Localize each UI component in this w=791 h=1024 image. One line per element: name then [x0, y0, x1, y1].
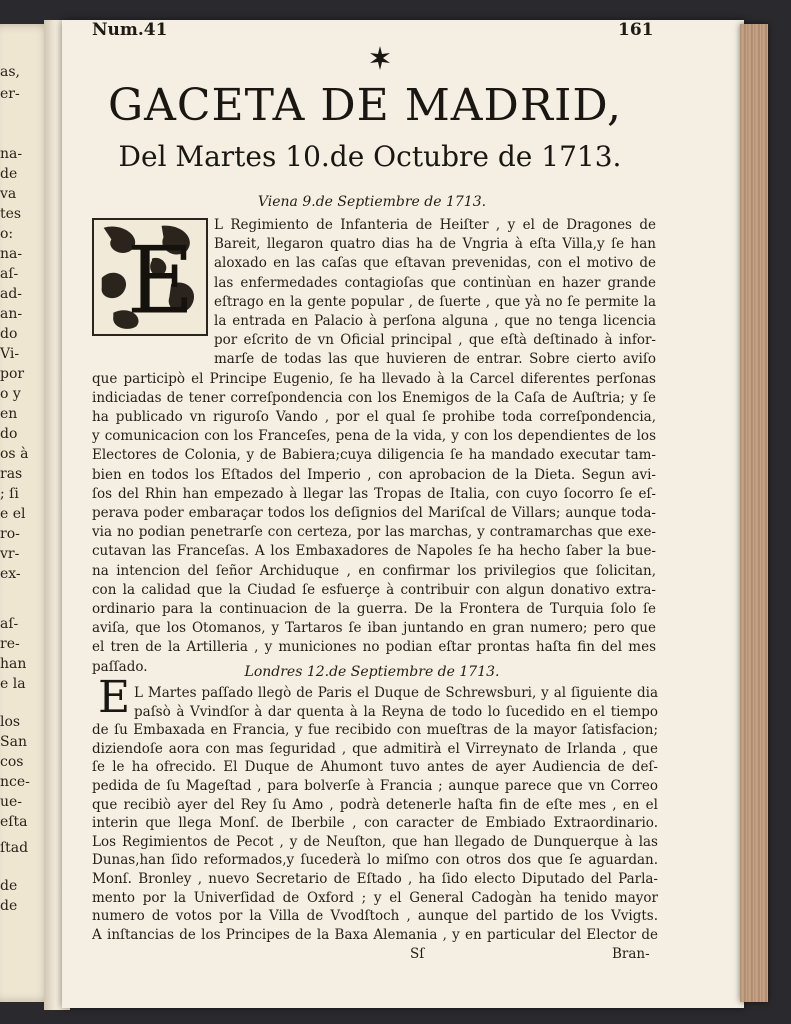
article-line: bien en todos los Eſtados del Imperio , con aprobacion de la Dieta. Segun avi- — [92, 466, 656, 483]
ornamental-initial-e — [92, 218, 208, 336]
left-page-text-fragment: en — [0, 406, 18, 422]
article-line: que recibiò ayer del Rey ſu Amo , podrà detenerle haſta fin de eſte mes , en el — [92, 796, 658, 813]
left-page-text-fragment: por — [0, 366, 25, 382]
left-page-text-fragment: San — [0, 734, 27, 750]
initial-e-letter: E — [126, 226, 195, 335]
left-page-text-fragment: de — [0, 898, 18, 914]
article-line: Electores de Colonia, y de Babiera;cuya diligencia ſe ha mandado executar tam- — [92, 447, 656, 464]
article-line: ſe le ha ofrecido. El Duque de Ahumont tuvo antes de ayer Audiencia de deſ- — [92, 759, 658, 776]
left-page-text-fragment: va — [0, 186, 17, 202]
left-page-text-fragment: Vi- — [0, 346, 20, 362]
article-line: las enfermedades contagioſas que continùan en hazer grande — [214, 274, 656, 291]
left-page-text-fragment: han — [0, 656, 27, 672]
article-line: L Martes paſſado llegò de Paris el Duque de Schrewsburi, y al ſiguiente dia — [134, 685, 658, 701]
article-heading-vienna: Viena 9.de Septiembre de 1713. — [257, 194, 487, 210]
left-page-text-fragment: de — [0, 878, 18, 894]
left-page-text-fragment: eſta — [0, 814, 28, 830]
article-line: de ſu Embaxada en Francia, y fue recibido con mueſtras de la mayor ſatisfacion; — [92, 722, 658, 739]
article-line: paſſado. — [92, 658, 148, 675]
article-line: interin que llega Monſ. de Iberbile , con caracter de Embiado Extraordinario. — [92, 815, 658, 832]
article-line: cutavan las Franceſas. A los Embaxadores de Napoles ſe ha hecho ſaber la bue- — [92, 543, 656, 560]
article-line: na intencion del ſeñor Archiduque , en confirmar los privilegios que ſolicitan, — [92, 562, 656, 579]
article-line: Los Regimientos de Pecot , y de Neuſton, que han llegado de Dunquerque à las — [92, 833, 658, 850]
article-line: ſos del Rhin han empezado à llegar las Tropas de Italia, con cuyo ſocorro ſe eſ- — [92, 485, 656, 502]
article-line: eſtrago en la gente popular , de ſuerte , que yà no ſe permite la — [214, 293, 656, 310]
left-page-text-fragment: ; ſi — [0, 486, 19, 502]
article-line: perava poder embaraçar todos los deſignios del Mariſcal de Villars; aunque toda- — [92, 505, 656, 521]
left-page-text-fragment: e la — [0, 676, 26, 692]
article-line: marſe de todas las que huvieren de entrar. Sobre cierto aviſo — [214, 351, 656, 368]
left-page-text-fragment: as, — [0, 64, 20, 80]
left-page-text-fragment: o y — [0, 386, 21, 402]
left-page-text-fragment: na- — [0, 246, 23, 262]
left-page-text-fragment: er- — [0, 86, 20, 102]
left-page-text-fragment: de — [0, 166, 18, 182]
left-page-text-fragment: ras — [0, 466, 23, 482]
article-line: Dunas,han ſido reformados,y ſucederà lo miſmo con otros dos que ſe aguardan. — [92, 852, 658, 869]
article-line: A inſtancias de los Principes de la Baxa Alemania , y en particular del Elector de — [92, 926, 658, 943]
left-page-text-fragment: ad- — [0, 286, 23, 302]
signature-mark: Sſ — [410, 946, 425, 962]
article-line: y comunicacion con los Franceſes, pena de la vida, y con los dependientes de los — [92, 428, 656, 445]
left-page-text-fragment: aſ- — [0, 616, 19, 632]
left-page-text-fragment: vr- — [0, 546, 20, 562]
article-line: que participò el Principe Eugenio, ſe ha llevado à la Carcel diferentes perſonas — [92, 370, 656, 387]
left-page-text-fragment: ſtad — [0, 840, 29, 856]
issue-number: Num.41 — [92, 20, 168, 40]
left-page-text-fragment: aſ- — [0, 266, 19, 282]
left-page-text-fragment: cos — [0, 754, 24, 770]
masthead-title: GACETA DE MADRID, — [107, 80, 623, 131]
article-line: indiciadas de tener correſpondencia con los Enemigos de la Caſa de Auſtria; y ſe — [92, 389, 656, 406]
left-page-text-fragment: na- — [0, 146, 23, 162]
catchword: Bran- — [612, 946, 650, 962]
article-line: numero de votos por la Villa de Vvodſtoch , aunque del partido de los Vvigts. — [92, 908, 658, 925]
article-heading-london: Londres 12.de Septiembre de 1713. — [244, 664, 500, 680]
article-line: via no podian penetrarſe con certeza, por las marchas, y contramarchas que exe- — [92, 524, 656, 541]
left-page-text-fragment: nce- — [0, 774, 30, 790]
article-line: ha publicado vn riguroſo Vando , por el qual ſe prohibe toda correſpondencia, — [92, 409, 656, 425]
article-line: con la calidad que la Ciudad ſe esfuerçe à contribuir con algun donativo extra- — [92, 581, 656, 598]
issue-date: Del Martes 10.de Octubre de 1713. — [118, 140, 622, 173]
left-page-text-fragment: e el — [0, 506, 26, 522]
article-line: pedida de ſu Mageſtad , para bolverſe à Francia ; aunque parece que vn Correo — [92, 778, 658, 794]
initial-e-london: E — [97, 672, 131, 723]
left-page-text-fragment: o: — [0, 226, 14, 242]
article-line: aloxado en las caſas que eſtavan prevenidas, con el motivo de — [214, 255, 656, 272]
article-line: L Regimiento de Infanteria de Heiſter , y el de Dragones de — [214, 217, 656, 233]
article-line: por eſcrito de vn Oficial principal , que eſtà deſtinado à infor- — [214, 332, 656, 349]
article-line: el tren de la Artilleria , y municiones no podian eſtar prontas haſta fin del mes — [92, 639, 656, 656]
article-line: ordinario para la continuacion de la guerra. De la Frontera de Turquia ſolo ſe — [92, 601, 656, 617]
article-line: aviſa, que los Otomanos, y Tartaros ſe iban juntando en gran numero; pero que — [92, 620, 656, 637]
article-line: la entrada en Palacio à perſona alguna , que no tenga licencia — [214, 313, 656, 329]
article-line: mento por la Univerſidad de Oxford ; y el General Cadogàn ha tenido mayor — [92, 889, 658, 906]
page-edges — [740, 24, 768, 1002]
article-line: Monſ. Bronley , nuevo Secretario de Eſtado , ha ſido electo Diputado del Parla- — [92, 871, 658, 887]
left-page-text-fragment: do — [0, 426, 18, 442]
page-number: 161 — [618, 20, 654, 40]
left-page-text-fragment: re- — [0, 636, 20, 652]
left-page-text-fragment: ue- — [0, 794, 23, 810]
article-line: Bareit, llegaron quatro dias ha de Vngria à eſta Villa,y ſe han — [214, 236, 656, 253]
article-line: paſsò à Vvindſor à dar quenta à la Reyna de todo lo ſucedido en el tiempo — [134, 703, 658, 720]
article-line: diziendoſe aora con mas ſeguridad , que admitirà el Virreynato de Irlanda , que — [92, 740, 658, 757]
left-page-text-fragment: los — [0, 714, 21, 730]
left-page-text-fragment: an- — [0, 306, 23, 322]
left-page-text-fragment: ex- — [0, 566, 21, 582]
left-page-text-fragment: do — [0, 326, 18, 342]
left-page-text-fragment: os à — [0, 446, 29, 462]
left-page-text-fragment: ro- — [0, 526, 20, 542]
cross-ornament-icon — [368, 44, 392, 72]
left-page-text-fragment: tes — [0, 206, 22, 222]
